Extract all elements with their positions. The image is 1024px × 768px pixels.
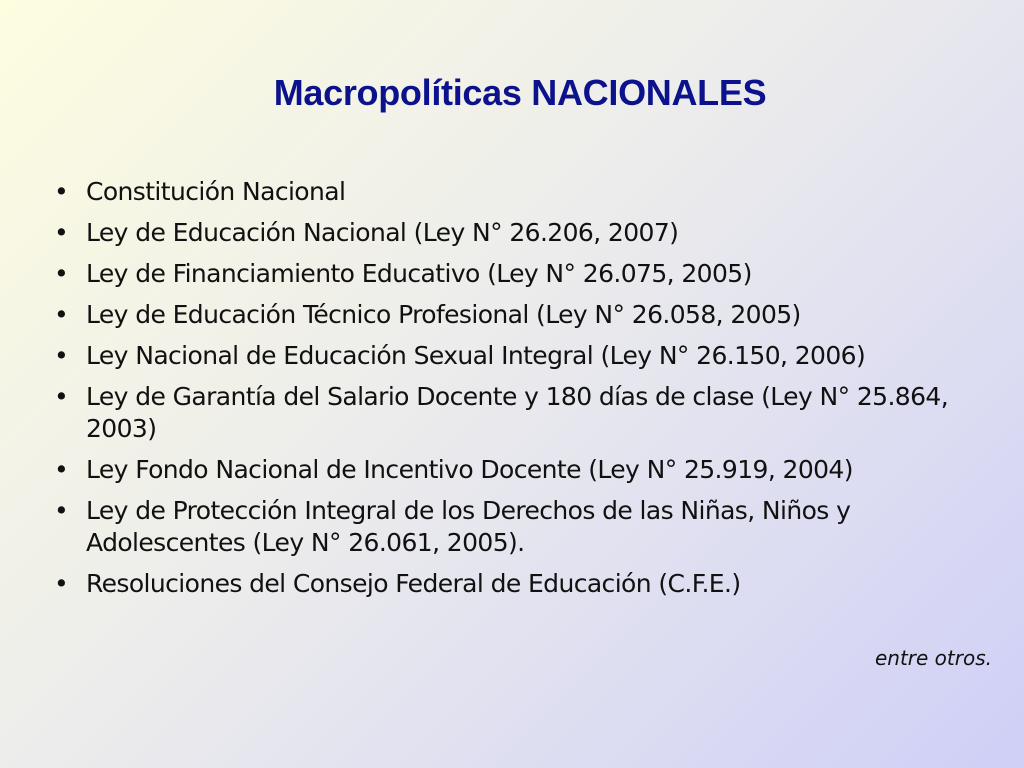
footnote: entre otros. <box>874 646 992 670</box>
list-item-text: Ley de Financiamiento Educativo (Ley N° 26.075, 2005) <box>86 259 752 288</box>
bullet-icon: • <box>54 218 69 247</box>
list-item-text: Ley Fondo Nacional de Incentivo Docente (Ley N° 25.919, 2004) <box>86 455 853 484</box>
bullet-icon: • <box>54 300 69 329</box>
bullet-icon: • <box>54 496 69 525</box>
bullet-icon: • <box>54 569 69 598</box>
list-item-ley-educacion-sexual <box>50 340 1000 372</box>
bullet-list <box>50 176 1000 609</box>
list-item-ley-educacion-nacional <box>50 217 1000 249</box>
list-item-text: Constitución Nacional <box>86 177 346 206</box>
list-item-ley-fondo-incentivo <box>50 454 1000 486</box>
slide-title: Macropolíticas NACIONALES <box>273 72 767 113</box>
list-item-ley-financiamiento <box>50 258 1000 290</box>
bullet-icon: • <box>54 177 69 206</box>
list-item-text: Ley de Protección Integral de los Derechos de las Niñas, Niños y Adolescentes (Ley N° 26.061, 2005). <box>86 496 851 557</box>
list-item-ley-proteccion-integral <box>50 495 1000 559</box>
list-item-ley-tecnico-profesional <box>50 299 1000 331</box>
list-item-constitucion <box>50 176 1000 208</box>
bullet-icon: • <box>54 382 69 411</box>
bullet-icon: • <box>54 455 69 484</box>
bullet-icon: • <box>54 341 69 370</box>
list-item-text: Ley de Educación Técnico Profesional (Ley N° 26.058, 2005) <box>86 300 801 329</box>
list-item-text: Ley de Educación Nacional (Ley N° 26.206, 2007) <box>86 218 679 247</box>
list-item-text: Ley Nacional de Educación Sexual Integral (Ley N° 26.150, 2006) <box>86 341 866 370</box>
list-item-resoluciones-cfe <box>50 568 1000 600</box>
list-item-text: Ley de Garantía del Salario Docente y 180 días de clase (Ley N° 25.864, 2003) <box>86 382 949 443</box>
list-item-text: Resoluciones del Consejo Federal de Educación (C.F.E.) <box>86 569 741 598</box>
bullet-icon: • <box>54 259 69 288</box>
list-item-ley-salario-docente <box>50 381 1000 445</box>
